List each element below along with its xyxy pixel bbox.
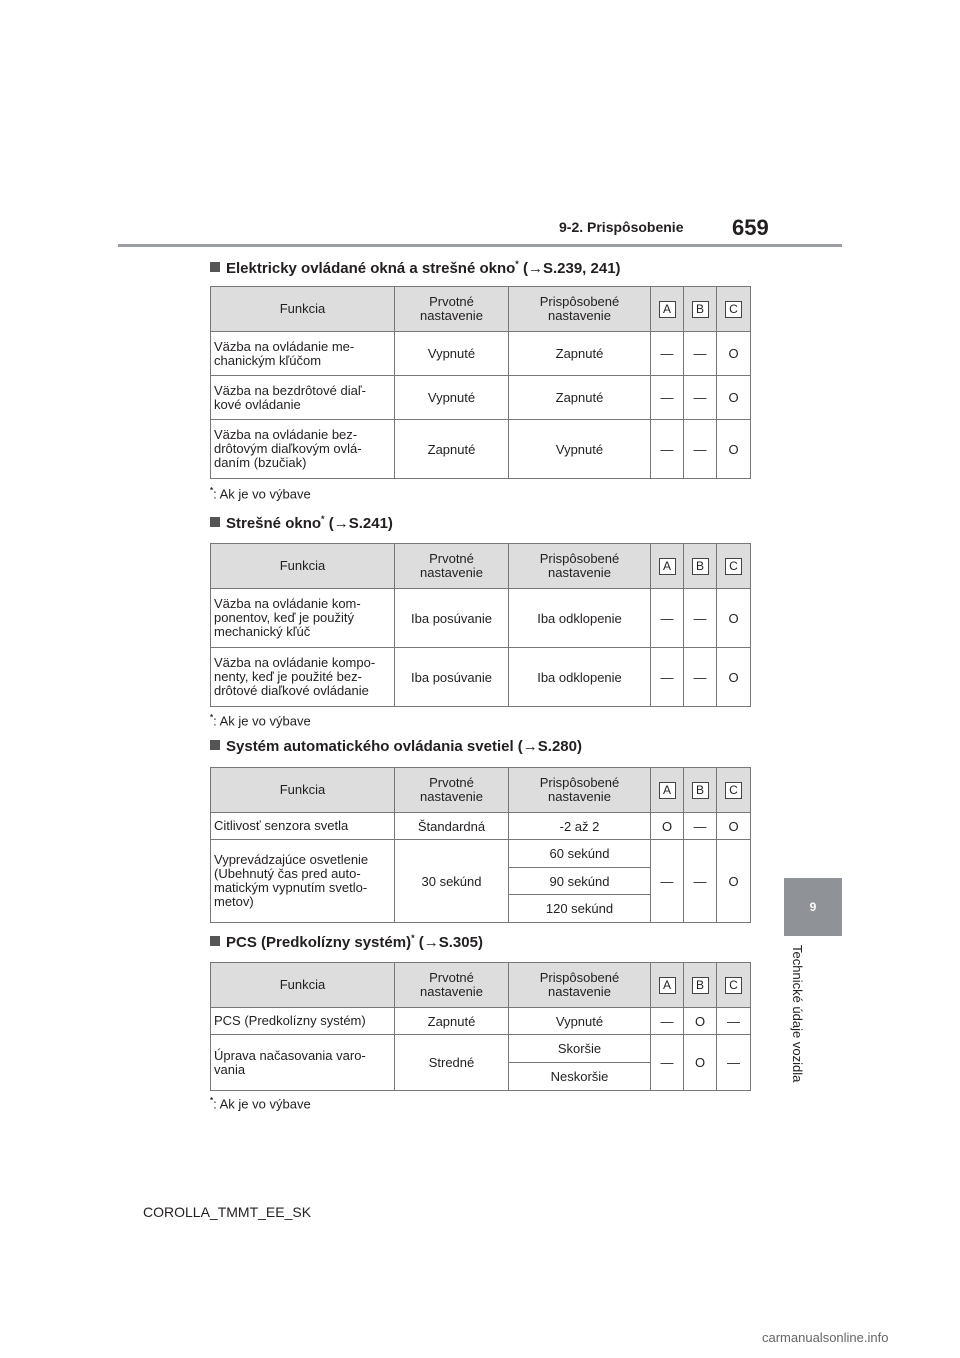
table-row: Vyprevádzajúce osvetlenie (Ubehnutý čas pred auto- matickým vypnutím svetlo- metov) 30 sekúnd 60 sekúnd — — O [211, 840, 751, 868]
document-id: COROLLA_TMMT_EE_SK [143, 1204, 312, 1220]
table-header-row [211, 287, 751, 332]
section-title-windows: Elektricky ovládané okná a strešné okno* (→S.239, 241) [210, 259, 621, 277]
table-row: Väzba na ovládanie me- chanickým kľúčom Vypnuté Zapnuté — — O [211, 332, 751, 376]
table-row: Väzba na ovládanie bez- drôtovým diaľkovým ovlá- daním (bzučiak) Zapnuté Vypnuté — — O [211, 420, 751, 479]
col-b: B [684, 963, 717, 1008]
table-row: 90 sekúnd [211, 868, 751, 895]
col-b: B [684, 287, 717, 332]
table-header-row [211, 544, 751, 589]
table-header-row [211, 768, 751, 813]
col-a: A [651, 544, 684, 589]
col-initial: Prvotné nastavenie [395, 963, 509, 1008]
watermark: carmanualsonline.info [762, 1330, 889, 1345]
col-function: Funkcia [211, 287, 395, 332]
col-function: Funkcia [211, 963, 395, 1008]
col-custom: Prispôsobené nastavenie [509, 768, 651, 813]
footnote: *: Ak je vo výbave [210, 713, 311, 729]
col-b: B [684, 544, 717, 589]
page-number: 659 [732, 215, 769, 240]
table-lights [210, 767, 751, 923]
col-c: C [717, 544, 751, 589]
col-b: B [684, 768, 717, 813]
table-pcs [210, 962, 751, 1091]
table-row: Citlivosť senzora svetla Štandardná -2 až 2 O — O [211, 813, 751, 840]
table-row: Úprava načasovania varo- vania Stredné Skoršie — O — [211, 1035, 751, 1063]
section-title-lights: Systém automatického ovládania svetiel (→S.280) [210, 738, 582, 755]
col-a: A [651, 963, 684, 1008]
section-title-sunroof: Strešné okno* (→S.241) [210, 514, 393, 532]
col-c: C [717, 287, 751, 332]
table-sunroof [210, 543, 751, 707]
table-row: Väzba na bezdrôtové diaľ- kové ovládanie Vypnuté Zapnuté — — O [211, 376, 751, 420]
col-a: A [651, 287, 684, 332]
col-initial: Prvotné nastavenie [395, 768, 509, 813]
header-divider [118, 244, 842, 247]
col-function: Funkcia [211, 768, 395, 813]
table-row: Neskoršie [211, 1063, 751, 1091]
col-a: A [651, 768, 684, 813]
col-custom: Prispôsobené nastavenie [509, 287, 651, 332]
col-custom: Prispôsobené nastavenie [509, 963, 651, 1008]
footnote: *: Ak je vo výbave [210, 1096, 311, 1112]
col-c: C [717, 768, 751, 813]
col-initial: Prvotné nastavenie [395, 287, 509, 332]
table-row: Väzba na ovládanie kom- ponentov, keď je použitý mechanický kľúč Iba posúvanie Iba odklopenie — — O [211, 589, 751, 648]
table-windows [210, 286, 751, 479]
table-row: 120 sekúnd [211, 895, 751, 923]
section-bullet-icon [210, 262, 220, 272]
table-header-row [211, 963, 751, 1008]
header-section-title: 9-2. Prispôsobenie [559, 219, 684, 235]
col-initial: Prvotné nastavenie [395, 544, 509, 589]
col-function: Funkcia [211, 544, 395, 589]
section-bullet-icon [210, 936, 220, 946]
chapter-label: Technické údaje vozidla [790, 945, 805, 1083]
section-title-pcs: PCS (Predkolízny systém)* (→S.305) [210, 933, 483, 951]
col-custom: Prispôsobené nastavenie [509, 544, 651, 589]
table-row: Väzba na ovládanie kompo- nenty, keď je použité bez- drôtové diaľkové ovládanie Iba posúvanie Iba odklopenie — — O [211, 648, 751, 707]
section-bullet-icon [210, 740, 220, 750]
section-bullet-icon [210, 517, 220, 527]
table-row: PCS (Predkolízny systém) Zapnuté Vypnuté — O — [211, 1008, 751, 1035]
chapter-tab: 9 [784, 878, 842, 936]
col-c: C [717, 963, 751, 1008]
footnote: *: Ak je vo výbave [210, 486, 311, 502]
